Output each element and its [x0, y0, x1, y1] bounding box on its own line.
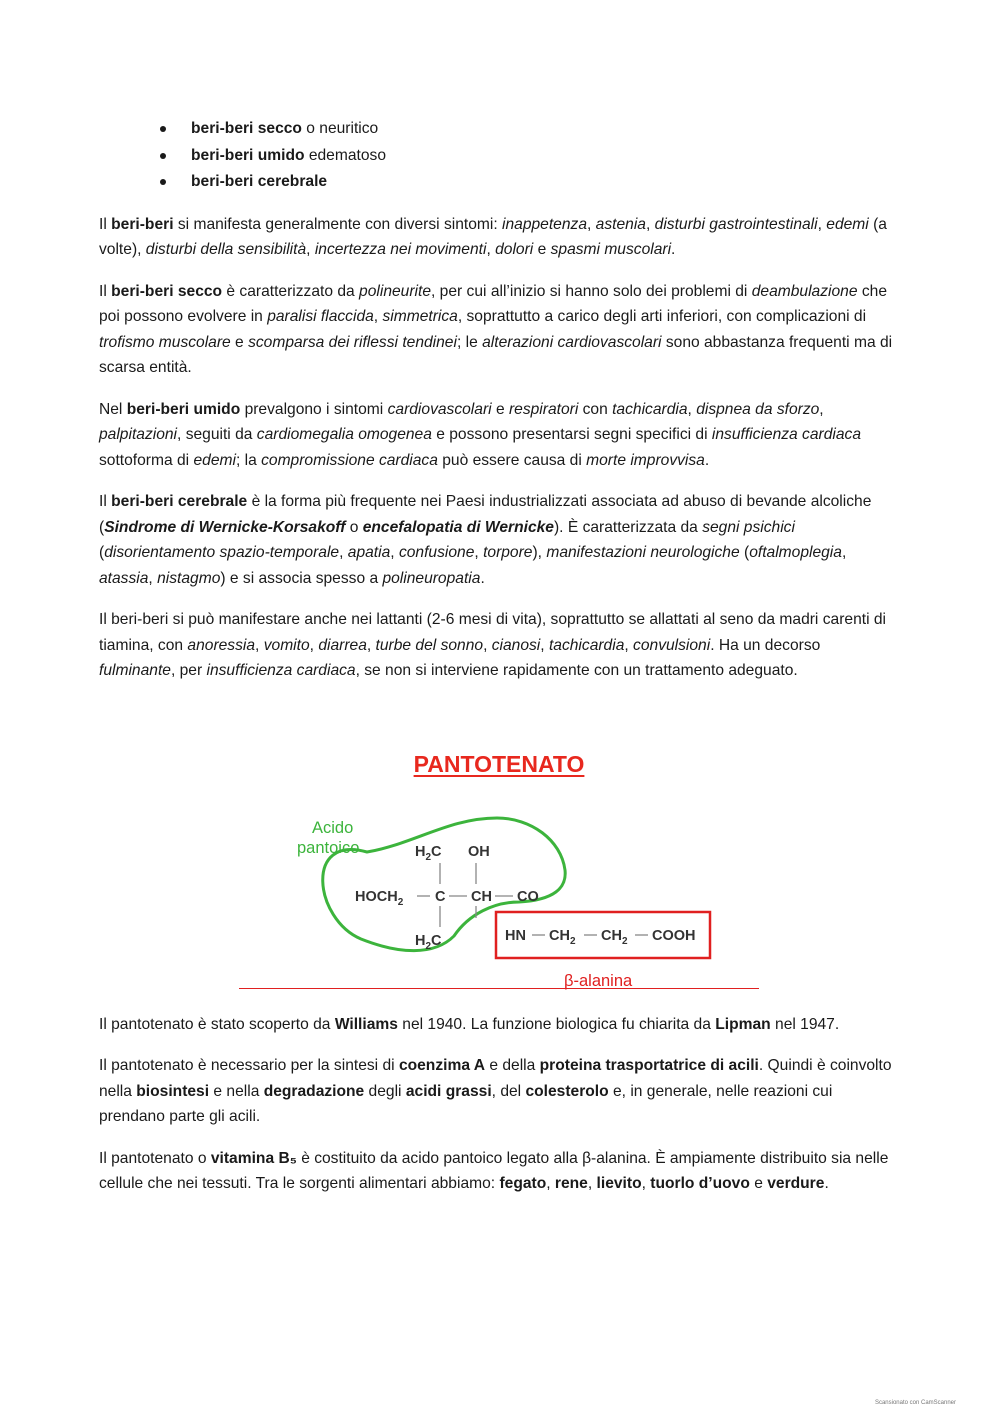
group-co: CO: [517, 888, 539, 905]
section-title-wrap: [99, 752, 899, 786]
paragraph-discovery: Il pantotenato è stato scoperto da Williams nel 1940. La funzione biologica fu chiarita da Lipman nel 1947.: [99, 1015, 840, 1033]
group-ch2-b: $CH_2$: [601, 927, 628, 947]
paragraph-dry-beriberi: Il beri-beri secco è caratterizzato da polineurite, per cui all’inizio si hanno solo dei problemi di deambulazione che poi possono evolvere in paralisi flaccida, simmetrica, soprattutto a carico degli arti inferiori, con complicazioni di trofismo muscolare e scomparsa dei riflessi tendinei; le alterazioni cardiovascolari sono abbastanza frequenti ma di scarsa entità.: [99, 282, 893, 376]
list-item-bold: beri-beri umido: [191, 146, 305, 164]
group-oh: OH: [468, 843, 490, 860]
structure-svg: [99, 804, 899, 990]
paragraph-function: Il pantotenato è necessario per la sintesi di coenzima A e della proteina trasportatrice di acili. Quindi è coinvolto nella biosintesi e nella degradazione degli acidi grassi, del colesterolo e, in generale, nelle reazioni cui prendano parte gli acili.: [99, 1057, 892, 1125]
group-cooh: COOH: [652, 927, 696, 944]
atom-c: C: [435, 888, 446, 905]
pantoic-acid-outline: [323, 818, 565, 951]
label-pantoico: pantoico: [297, 838, 360, 857]
group-ch: CH: [471, 888, 492, 905]
bullet-icon: [160, 153, 166, 159]
beriberi-forms-list: [99, 116, 899, 196]
label-acido: Acido: [312, 818, 354, 837]
list-item-bold: beri-beri secco: [191, 120, 302, 137]
list-item: [191, 143, 899, 170]
group-hoch2: $HOCH_2$: [355, 888, 404, 908]
group-ch2-a: $CH_2$: [549, 927, 576, 947]
section-divider: [239, 988, 759, 989]
group-h2c-top: $H_2C$: [415, 843, 442, 863]
list-item-bold: beri-beri cerebrale: [191, 173, 328, 190]
paragraph-symptoms: Il beri-beri si manifesta generalmente con diversi sintomi: inappetenza, astenia, disturbi gastrointestinali, edemi (a volte), disturbi della sensibilità, incertezza nei movimenti, dolori e spasmi muscolari.: [99, 215, 887, 258]
list-item-text: o neuritico: [301, 120, 379, 137]
bullet-icon: [160, 179, 166, 185]
paragraph-wet-beriberi: Nel beri-beri umido prevalgono i sintomi cardiovascolari e respiratori con tachicardia, dispnea da sforzo, palpitazioni, seguiti da cardiomegalia omogenea e possono presentarsi segni specifici di insufficienza cardiaca sottoforma di edemi; la compromissione cardiaca può essere causa di morte improvvisa.: [99, 400, 861, 469]
label-beta-alanina: β-alanina: [564, 971, 633, 990]
section-title: PANTOTENATO: [413, 750, 585, 777]
bullet-icon: [160, 126, 166, 132]
paragraph-structure-sources: Il pantotenato o vitamina B₅ è costituito da acido pantoico legato alla β-alanina. È ampiamente distribuito sia nelle cellule che nei tessuti. Tra le sorgenti alimentari abbiamo: fegato, rene, lievito, tuorlo d’uovo e verdure.: [99, 1149, 889, 1192]
list-item-text: edematoso: [304, 146, 386, 164]
paragraph-infant-beriberi: Il beri-beri si può manifestare anche nei lattanti (2-6 mesi di vita), soprattutto se allattati al seno da madri carenti di tiamina, con anoressia, vomito, diarrea, turbe del sonno, cianosi, tachicardia, convulsioni. Ha un decorso fulminante, per insufficienza cardiaca, se non si interviene rapidamente con un trattamento adeguato.: [99, 611, 887, 679]
group-hn: HN: [505, 927, 526, 944]
scanner-watermark: Scansionato con CamScanner: [874, 1400, 956, 1406]
pantothenate-structure-diagram: [99, 804, 899, 990]
list-item: [191, 169, 899, 196]
group-h2c-bottom: $H_2C$: [415, 932, 442, 952]
document-page: [99, 116, 899, 1213]
list-item: [191, 116, 899, 143]
paragraph-cerebral-beriberi: Il beri-beri cerebrale è la forma più frequente nei Paesi industrializzati associata ad abuso di bevande alcoliche (Sindrome di Wernicke-Korsakoff o encefalopatia di Wernicke). È caratterizzata da segni psichici (disorientamento spazio-temporale, apatia, confusione, torpore), manifestazioni neurologiche (oftalmoplegia, atassia, nistagmo) e si associa spesso a polineuropatia.: [99, 493, 872, 587]
